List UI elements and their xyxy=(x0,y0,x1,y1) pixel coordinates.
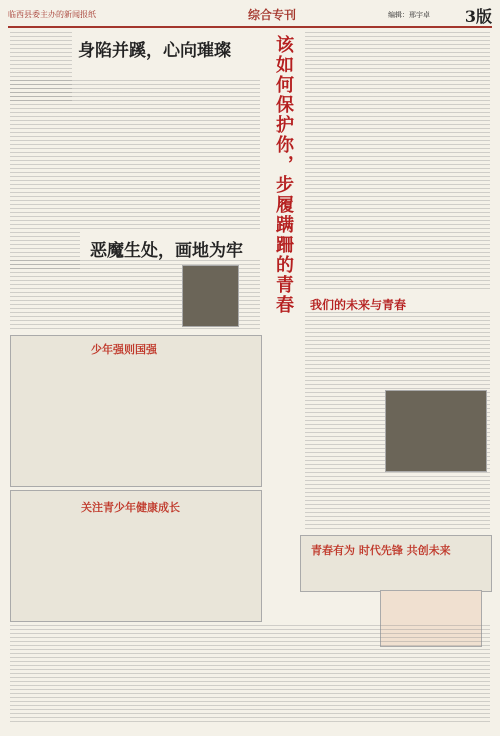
header-editor: 编辑：邢宇卓 xyxy=(388,11,430,19)
article-photo xyxy=(182,265,239,327)
banner-image-2 xyxy=(10,490,262,622)
banner-text-1: 少年强则国强 xyxy=(91,343,157,356)
article-title-2: 恶魔生处，画地为牢 xyxy=(90,241,243,261)
text-block xyxy=(305,32,490,292)
header-title: 综合专刊 xyxy=(248,8,297,22)
header-left: 临西县委主办的新闻报纸 xyxy=(8,10,96,19)
vertical-headline: 该如何保护你，步履蹒跚的青春 xyxy=(273,35,294,315)
campaign-banner xyxy=(300,535,492,592)
campaign-text: 青春有为 时代先锋 共创未来 xyxy=(311,544,451,557)
text-block xyxy=(10,625,490,725)
banner-image-1 xyxy=(10,335,262,487)
article-title-3: 我们的未来与青春 xyxy=(310,298,407,312)
article-title-1: 身陷并蹊，心向璀璨 xyxy=(78,41,231,61)
banner-text-2: 关注青少年健康成长 xyxy=(81,501,180,514)
feature-photo xyxy=(385,390,487,472)
text-block xyxy=(10,80,260,230)
page-header xyxy=(8,4,492,28)
page-number: 3版 xyxy=(464,7,492,26)
